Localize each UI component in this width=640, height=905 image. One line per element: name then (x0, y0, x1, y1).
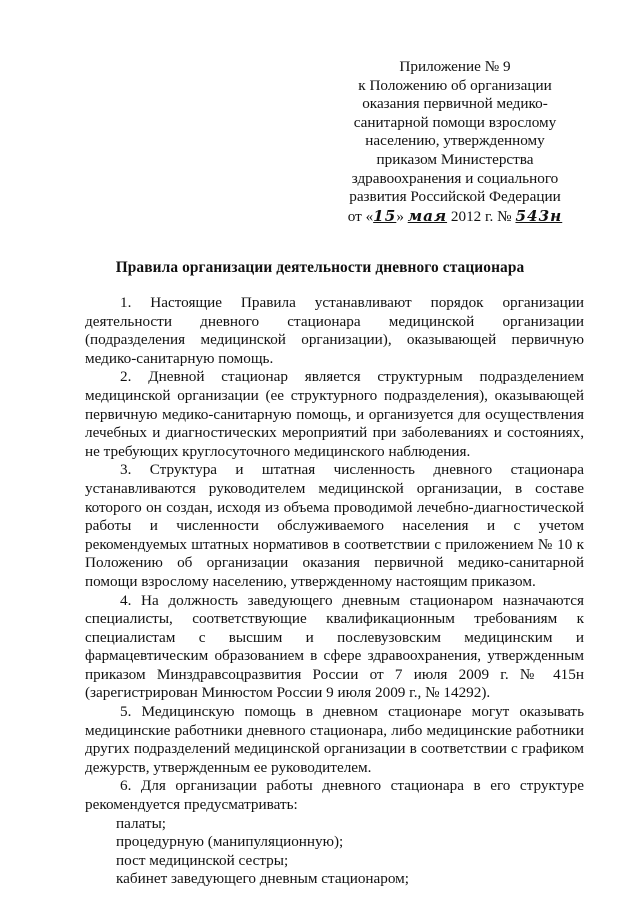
paragraph-6: 6. Для организации работы дневного стационара в его структуре рекомендуется предусматривать: (85, 777, 584, 814)
handwritten-day: 15 (373, 206, 397, 225)
list-item: процедурную (манипуляционную); (116, 833, 344, 851)
annex-line: оказания первичной медико- (362, 95, 548, 113)
list-item: пост медицинской сестры; (116, 851, 289, 869)
paragraph-4: 4. На должность заведующего дневным стационаром назначаются специалисты, соответствующие квалификационным требованиям к специалистам с высшим и послевузовским медицинским и фармацевтическим образованием в сфере здравоохранения, утвержденным приказом Минздравсоцразвития России от 7 июля 2009 г. № 415н (зарегистрирован Минюстом России 9 июля 2009 г., № 14292). (85, 591, 584, 702)
annex-line: населению, утвержденному (365, 132, 545, 150)
paragraph-3: 3. Структура и штатная численность дневного стационара устанавливаются руководителем медицинской организации, в составе которого он создан, исходя из объема проводимой лечебно-диагностической работы и численности обслуживаемого населения и с учетом рекомендуемых штатных нормативов в соответствии с приложением № 10 к Положению об организации оказания первичной медико-санитарной помощи взрослому населению, утвержденному настоящим приказом. (85, 461, 584, 590)
paragraph-5: 5. Медицинскую помощь в дневном стационаре могут оказывать медицинские работники дневного стационара, либо медицинские работники других подразделений медицинской организации в соответствии с графиком дежурств, утвержденным ее руководителем. (85, 703, 584, 776)
annex-line: Приложение № 9 (399, 58, 511, 75)
annex-header (330, 58, 580, 226)
annex-line: к Положению об организации (358, 76, 552, 94)
annex-line: санитарной помощи взрослому (353, 113, 557, 131)
date-mid: » (396, 207, 404, 225)
paragraph-1: 1. Настоящие Правила устанавливают порядок организации деятельности дневного стационара медицинской организации (подразделения медицинской организации), оказывающей первичную медико-санитарную помощь. (85, 294, 584, 367)
list-item: кабинет заведующего дневным стационаром; (116, 870, 410, 888)
paragraph-2: 2. Дневной стационар является структурным подразделением медицинской организации (ее структурного подразделения), оказывающей первичную медико-санитарную помощь, и организуется для осуществления лечебных и диагностических мероприятий при заболеваниях и состояниях, не требующих круглосуточного медицинского наблюдения. (85, 368, 584, 460)
annex-line: развития Российской Федерации (349, 188, 561, 206)
date-year: 2012 г. № (450, 207, 512, 225)
annex-line: здравоохранения и социального (351, 169, 559, 187)
document-body (85, 294, 584, 889)
handwritten-order-number: 543н (515, 206, 563, 225)
date-prefix: от « (347, 207, 374, 225)
list-item: палаты; (116, 814, 166, 832)
annex-date-line (330, 207, 580, 227)
annex-line: приказом Министерства (376, 150, 534, 168)
document-title: Правила организации деятельности дневного стационара (115, 259, 525, 276)
handwritten-month: мая (407, 206, 448, 225)
